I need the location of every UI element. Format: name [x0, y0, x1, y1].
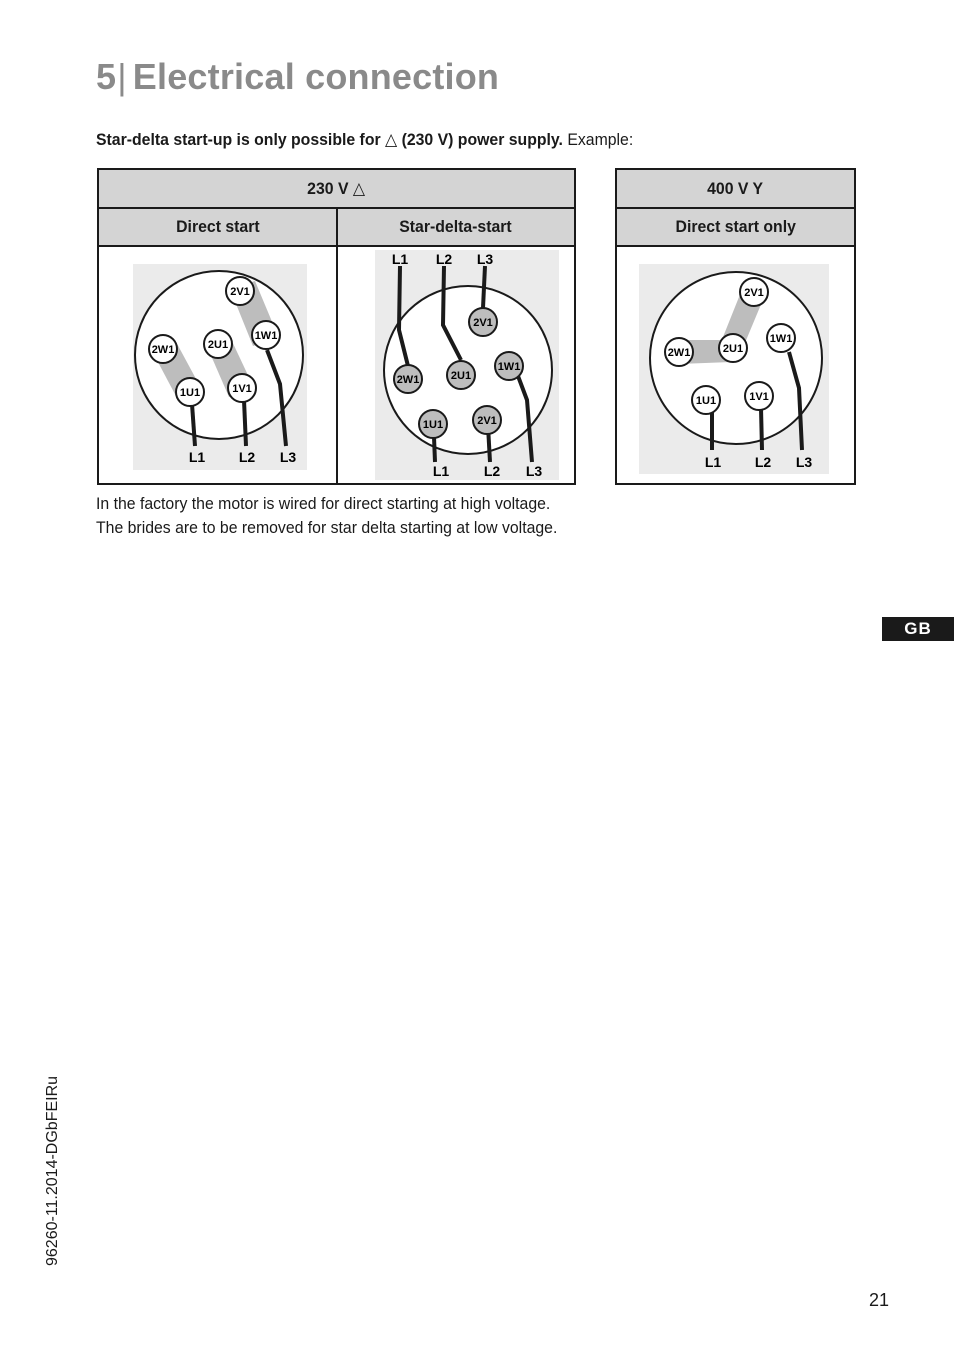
section-number: 5 [96, 56, 117, 97]
diagram-direct-start [133, 264, 307, 470]
terminal-1w1 [495, 352, 523, 380]
table-230v [97, 168, 576, 485]
svg-text:2V1: 2V1 [477, 415, 497, 427]
heading-separator: | [117, 56, 127, 97]
section-heading [96, 56, 499, 98]
terminal-2u1 [719, 334, 747, 362]
table-400v [615, 168, 856, 485]
terminal-2v1 [226, 277, 254, 305]
factory-note-line-2: The brides are to be removed for star delta starting at low voltage. [96, 518, 558, 537]
svg-text:1U1: 1U1 [695, 395, 717, 407]
factory-note-line-1: In the factory the motor is wired for direct starting at high voltage. [96, 494, 551, 513]
terminal-2w1 [665, 338, 693, 366]
diagram-star-delta-start [375, 250, 559, 480]
page-number: 21 [869, 1290, 890, 1310]
table-230v-header: 230 V △ [99, 170, 574, 209]
terminal-2u1 [204, 330, 232, 358]
line-l2-top-label: L2 [435, 251, 453, 267]
terminal-1w1 [767, 324, 795, 352]
line-l3-top-label: L3 [476, 251, 494, 267]
svg-text:2W1: 2W1 [396, 374, 420, 386]
svg-text:1W1: 1W1 [254, 330, 278, 342]
line-l3-label: L3 [279, 449, 297, 465]
table-400v-header: 400 V Y [617, 170, 854, 209]
svg-text:2W1: 2W1 [151, 344, 175, 356]
svg-text:1V1: 1V1 [749, 391, 769, 403]
column-direct-start-only: Direct start only [617, 209, 854, 247]
terminal-1v1 [745, 382, 773, 410]
intro-text [96, 130, 633, 150]
document-code: 96260-11.2014-DGbFEIRu [44, 1075, 61, 1266]
svg-text:1W1: 1W1 [497, 361, 521, 373]
line-l3-label: L3 [795, 454, 813, 470]
diagram-direct-start-only [639, 264, 829, 474]
svg-text:1U1: 1U1 [179, 387, 201, 399]
svg-text:1U1: 1U1 [422, 419, 444, 431]
terminal-1v1 [228, 374, 256, 402]
svg-text:2U1: 2U1 [207, 339, 229, 351]
terminal-1u1 [176, 378, 204, 406]
section-title: Electrical connection [132, 56, 500, 97]
line-l1-label: L1 [188, 449, 206, 465]
svg-text:1W1: 1W1 [769, 333, 793, 345]
terminal-2w1 [149, 335, 177, 363]
language-tab: GB [882, 617, 954, 641]
terminal-1w1 [252, 321, 280, 349]
svg-text:2V1: 2V1 [473, 317, 493, 329]
line-l1-label: L1 [432, 463, 450, 479]
svg-text:2W1: 2W1 [667, 347, 691, 359]
column-divider [336, 209, 338, 483]
terminal-2u1 [447, 361, 475, 389]
intro-rest: Example: [562, 130, 634, 149]
svg-text:2V1: 2V1 [744, 287, 764, 299]
line-l2-label: L2 [238, 449, 256, 465]
column-star-delta-start: Star-delta-start [337, 209, 574, 247]
line-l1-label: L1 [704, 454, 722, 470]
factory-note [96, 492, 557, 540]
intro-bold: Star-delta start-up is only possible for △ (230 V) power supply. [96, 130, 563, 149]
terminal-2v1 [740, 278, 768, 306]
terminal-2v1-lower [473, 406, 501, 434]
svg-text:2U1: 2U1 [722, 343, 744, 355]
line-l2-label: L2 [483, 463, 501, 479]
terminal-2v1 [469, 308, 497, 336]
line-l2-label: L2 [754, 454, 772, 470]
terminal-2w1 [394, 365, 422, 393]
terminal-1u1 [692, 386, 720, 414]
svg-text:2V1: 2V1 [230, 286, 250, 298]
line-l3-label: L3 [525, 463, 543, 479]
svg-text:2U1: 2U1 [450, 370, 472, 382]
svg-text:1V1: 1V1 [232, 383, 252, 395]
column-direct-start: Direct start [99, 209, 337, 247]
terminal-1u1 [419, 410, 447, 438]
line-l1-top-label: L1 [391, 251, 409, 267]
